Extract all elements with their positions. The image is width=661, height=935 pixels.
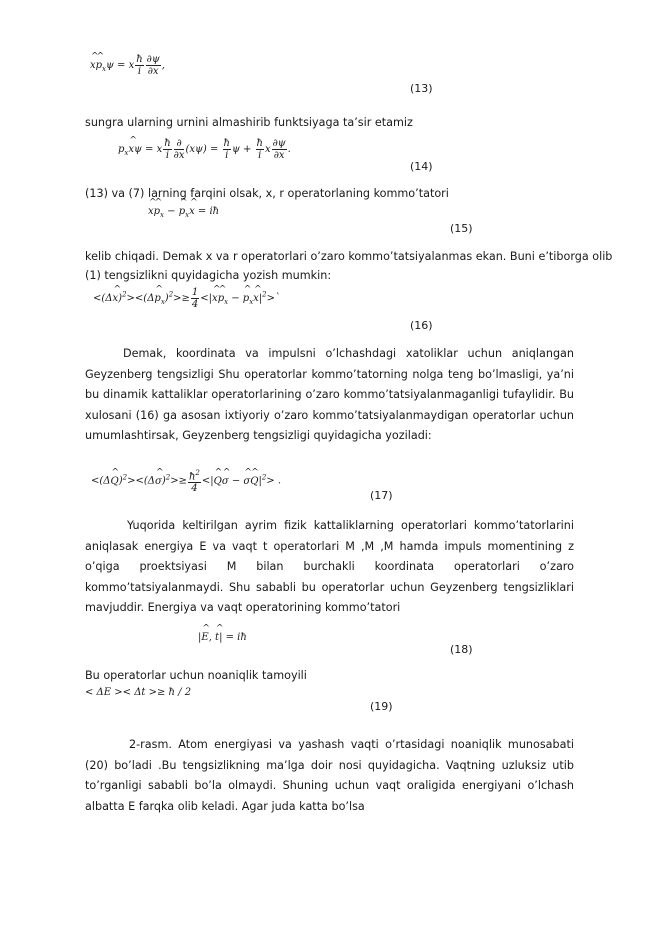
equation-16: <(Δ^ x)$^2$><(Δ^ $p_x)^2>\ge$ $\frac{1}{4}$ <|^ x^ $p_x$ − ^ $p_x\^{}$ $x|^2>`$ bbox=[93, 287, 280, 310]
paragraph-text: 2-rasm. Atom energiyasi va yashash vaqti o’rtasidagi noaniqlik munosabati (20) bo’ladi .Bu tengsizlikning ma’lga doir nosi quyidagicha. Vaqtning uzluksiz utib to’rganligi sababli bo’la olmaydi. Shuning uchun vaqt oraligida energiyani o’lchash albatta E farqka olib keladi. Agar juda katta bo’lsa bbox=[85, 738, 574, 813]
paragraph-text: Yuqorida keltirilgan ayrim fizik kattaliklarning operatorlari kommo’tatorlarini aniqlasak energiya E va vaqt t operatorlari M ,M ,M hamda impuls momentining z o’qiga proektsiyasi M bilan burchakli koordinata operatorlari o’zaro kommo’tatsiyalanmaydi. Shu sababli bu operatorlar uchun Geyzenberg tengsizliklari mavjuddir. Energiya va vaqt operatorining kommo’tatori bbox=[85, 519, 574, 614]
body-paragraph bbox=[85, 735, 574, 817]
equation-number: (13) bbox=[410, 82, 433, 95]
equation-number: (18) bbox=[450, 643, 473, 656]
body-paragraph bbox=[85, 516, 574, 619]
equation-number: (17) bbox=[370, 489, 393, 502]
body-text-line: sungra ularning urnini almashirib funktsiyaga ta’sir etamiz bbox=[85, 116, 413, 129]
body-text-line: kelib chiqadi. Demak x va r operatorlari o’zaro kommo’tatsiyalanmas ekan. Buni e’tiborga olib bbox=[85, 250, 613, 263]
body-text-line: (1) tengsizlikni quyidagicha yozish mumkin: bbox=[85, 269, 332, 282]
equation-15: ^ x^ $p_x$ − ^ $p_x\^{}$ x = iħ bbox=[148, 206, 219, 219]
equation-13: ^ x^ $p_x\psi = x$ $\frac{ħ}{i}$ $\frac{\partial\psi}{\partial x}$ , bbox=[90, 54, 165, 77]
equation-18: |^ E, ^ t| = iħ bbox=[198, 632, 247, 643]
equation-number: (15) bbox=[450, 222, 473, 235]
equation-number: (19) bbox=[370, 700, 393, 713]
equation-14: $p_x\^{}$ xψ = x $\frac{ħ}{i}$ $\frac{\partial}{\partial x}$ (xψ) = $\frac{ħ}{i}$ ψ + $\frac{ħ}{i}$ x $\frac{\partial\psi}{\partial x}$ . bbox=[118, 138, 291, 161]
body-text-line: Bu operatorlar uchun noaniqlik tamoyili bbox=[85, 669, 307, 682]
equation-number: (14) bbox=[410, 160, 433, 173]
paragraph-text: Demak, koordinata va impulsni o’lchashdagi xatoliklar uchun aniqlangan Geyzenberg tengsizligi Shu operatorlar kommo’tatorning nolga teng bo’lmasligi, ya’ni bu dinamik kattaliklar operatorlarining o’zaro kommo’tatsiyalanmaganligi tufaylidir. Bu xulosani (16) ga asosan ixtiyoriy o’zaro kommo’tatsiyalanmaydigan operatorlar uchun umumlashtirsak, Geyzenberg tengsizligi quyidagicha yoziladi: bbox=[85, 347, 574, 442]
body-text-line: (13) va (7) larning farqini olsak, x, r operatorlaning kommo’tatori bbox=[85, 187, 449, 200]
equation-19: < ΔE >< Δt >≥ ħ / 2 bbox=[85, 687, 192, 698]
body-paragraph bbox=[85, 344, 574, 447]
equation-17: <(Δ^ Q)$^2$><(Δ^ σ)$^2$>≥ $\frac{ħ^2}{4}$ <|^ Q^ σ − ^ σ^ $Q|^2>$ . bbox=[91, 468, 281, 494]
equation-number: (16) bbox=[410, 319, 433, 332]
